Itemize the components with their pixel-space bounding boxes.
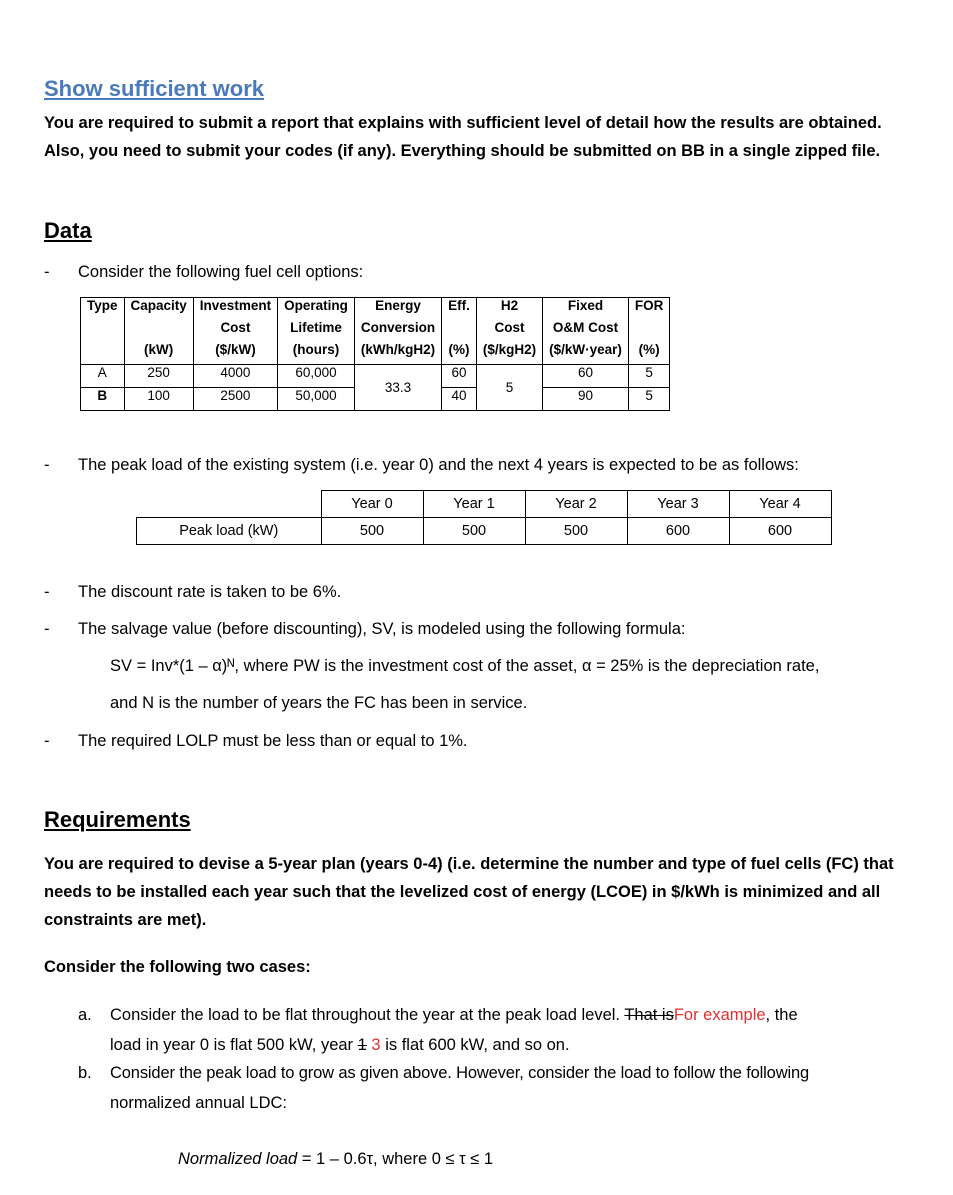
table-unit-row [81, 342, 670, 365]
header-cell [81, 320, 125, 342]
requirements-paragraph: You are required to devise a 5-year plan (years 0-4) (i.e. determine the number and type of fuel cells (FC) that needs to be installed each year such that the levelized cost of energy (LCOE) in $/kWh is minimized and all constraints are met). [44, 855, 894, 929]
header-cell: Fixed [543, 298, 629, 321]
case-a-label: a. [78, 1006, 92, 1024]
empty-corner-cell [137, 491, 322, 518]
requirements-heading: Requirements [44, 807, 191, 832]
bullet-text: Consider the following fuel cell options: [78, 263, 364, 281]
header-cell: Type [81, 298, 125, 321]
unit-cell: ($/kW·year) [543, 342, 629, 365]
energy-conversion-cell: 33.3 [354, 365, 441, 411]
case-a-line2 [110, 1036, 570, 1055]
table-header-row [81, 298, 670, 321]
unit-cell: (hours) [278, 342, 355, 365]
header-cell: Eff. [442, 298, 477, 321]
value-cell: 500 [423, 518, 525, 545]
data-heading: Data [44, 218, 92, 243]
year-header-cell: Year 1 [423, 491, 525, 518]
for-cell: 5 [628, 388, 670, 411]
year-header-cell: Year 3 [627, 491, 729, 518]
header-cell: Capacity [124, 298, 193, 321]
header-cell: O&M Cost [543, 320, 629, 342]
salvage-formula-line: SV = Inv*(1 – α)ᴺ, where PW is the investment cost of the asset, α = 25% is the depreciation rate, [110, 657, 820, 675]
table-header-row [81, 320, 670, 342]
for-cell: 5 [628, 365, 670, 388]
year-header-cell: Year 2 [525, 491, 627, 518]
case-a-text: load in year 0 is flat 500 kW, year [110, 1036, 354, 1054]
header-cell [442, 320, 477, 342]
struck-text: 1 [357, 1036, 367, 1054]
bullet-text: The required LOLP must be less than or equal to 1%. [78, 732, 468, 750]
header-cell: FOR [628, 298, 670, 321]
value-cell: 500 [525, 518, 627, 545]
case-b-label: b. [78, 1064, 92, 1082]
unit-cell: (kWh/kgH2) [354, 342, 441, 365]
peak-load-table [136, 490, 832, 545]
header-cell: Lifetime [278, 320, 355, 342]
salvage-formula-note: and N is the number of years the FC has been in service. [110, 694, 528, 712]
ldc-formula [178, 1150, 493, 1169]
value-cell: 600 [627, 518, 729, 545]
case-a-text: is flat 600 kW, and so on. [385, 1036, 570, 1054]
header-cell: Operating [278, 298, 355, 321]
struck-text: That is [624, 1006, 674, 1024]
eff-cell: 40 [442, 388, 477, 411]
intro-paragraph: You are required to submit a report that explains with sufficient level of detail how the results are obtained. Also, you need to submit your codes (if any). Everything should be submitted on BB in a single zipped file. [44, 114, 882, 160]
investment-cell: 4000 [193, 365, 277, 388]
page-title-link[interactable]: Show sufficient work [44, 76, 265, 101]
formula-lhs: Normalized load [178, 1150, 298, 1168]
formula-rhs: = 1 – 0.6τ, where 0 ≤ τ ≤ 1 [301, 1150, 494, 1168]
bullet-text: The discount rate is taken to be 6%. [78, 583, 342, 601]
investment-cell: 2500 [193, 388, 277, 411]
unit-cell: (kW) [124, 342, 193, 365]
header-cell [124, 320, 193, 342]
capacity-cell: 100 [124, 388, 193, 411]
h2-cost-cell: 5 [476, 365, 542, 411]
case-a-line1 [110, 1006, 798, 1025]
inserted-text: For example [673, 1006, 766, 1024]
unit-cell: (%) [442, 342, 477, 365]
case-b-line2: normalized annual LDC: [110, 1094, 288, 1112]
capacity-cell: 250 [124, 365, 193, 388]
header-cell [628, 320, 670, 342]
table-header-row [137, 491, 832, 518]
header-cell: Conversion [354, 320, 441, 342]
table-row [137, 518, 832, 545]
inserted-text: 3 [371, 1036, 381, 1054]
eff-cell: 60 [442, 365, 477, 388]
cases-heading: Consider the following two cases: [44, 958, 311, 976]
header-cell: Energy [354, 298, 441, 321]
year-header-cell: Year 4 [729, 491, 831, 518]
fixed-om-cell: 60 [543, 365, 629, 388]
bullet-text: The salvage value (before discounting), SV, is modeled using the following formula: [78, 620, 686, 638]
header-cell: Cost [193, 320, 277, 342]
unit-cell [81, 342, 125, 365]
value-cell: 500 [321, 518, 423, 545]
header-cell: Cost [476, 320, 542, 342]
table-row [81, 365, 670, 388]
type-cell: A [81, 365, 125, 388]
lifetime-cell: 60,000 [278, 365, 355, 388]
type-cell: B [81, 388, 125, 411]
lifetime-cell: 50,000 [278, 388, 355, 411]
unit-cell: (%) [628, 342, 670, 365]
unit-cell: ($/kgH2) [476, 342, 542, 365]
value-cell: 600 [729, 518, 831, 545]
header-cell: Investment [193, 298, 277, 321]
header-cell: H2 [476, 298, 542, 321]
year-header-cell: Year 0 [321, 491, 423, 518]
fuel-cell-table [80, 297, 670, 411]
row-label-cell: Peak load (kW) [137, 518, 322, 545]
unit-cell: ($/kW) [193, 342, 277, 365]
case-a-text: , the [765, 1006, 798, 1024]
bullet-text: The peak load of the existing system (i.e. year 0) and the next 4 years is expected to be as follows: [78, 456, 799, 474]
case-b-line1: Consider the peak load to grow as given above. However, consider the load to follow the following [110, 1064, 810, 1082]
fixed-om-cell: 90 [543, 388, 629, 411]
case-a-text: Consider the load to be flat throughout the year at the peak load level. [110, 1006, 621, 1024]
